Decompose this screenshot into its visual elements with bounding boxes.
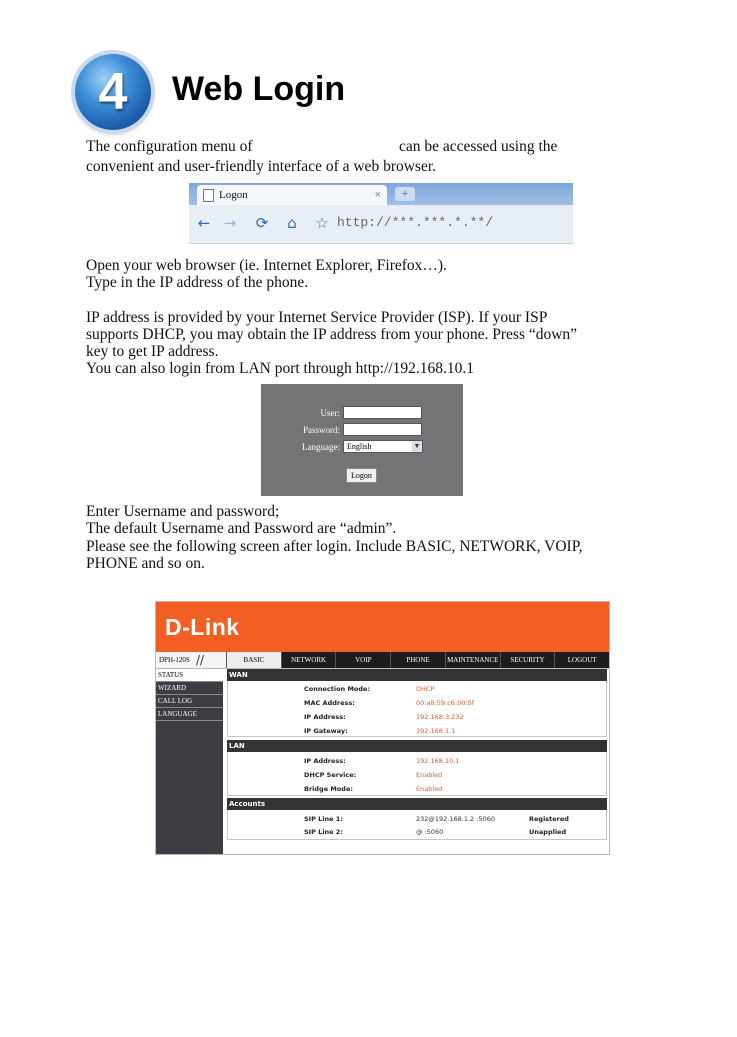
login-form [261,384,463,496]
lan-section-title: LAN [227,740,607,752]
wan-row [227,725,607,738]
row-label: Bridge Mode: [304,785,353,793]
reload-icon[interactable]: ⟳ [255,214,269,232]
tab-logout[interactable]: LOGOUT [554,652,609,668]
lan-row [227,769,607,782]
dlink-logo: D-Link [165,614,240,640]
sidebar-item-wizard[interactable]: WIZARD [156,682,223,695]
status-badge: Registered [529,815,569,823]
tab-security[interactable]: SECURITY [500,652,555,668]
new-tab-button[interactable]: + [395,187,415,201]
row-label: IP Address: [304,713,346,721]
instruction-lan-login: You can also login from LAN port through http://192.168.10.1 [86,360,475,377]
row-label: Connection Mode: [304,685,371,693]
accounts-section-title: Accounts [227,798,607,810]
address-bar[interactable]: http://***.***.*.**/ [337,215,494,230]
wan-row [227,711,607,724]
wan-row [227,683,607,696]
row-label: IP Gateway: [304,727,348,735]
forward-arrow-icon[interactable]: → [223,214,237,232]
language-value: English [347,442,372,451]
after-login-1: Enter Username and password; [86,503,280,520]
step-number-badge [75,54,151,130]
browser-tab-strip [189,183,573,205]
star-icon[interactable]: ☆ [315,214,329,232]
page-title: Web Login [172,70,346,108]
after-login-3: Please see the following screen after login. Include BASIC, NETWORK, VOIP, [86,538,583,555]
instruction-isp-2: supports DHCP, you may obtain the IP address from your phone. Press “down” [86,326,578,343]
row-value: Enabled [416,771,443,779]
router-nav-bar [156,652,609,669]
after-login-2: The default Username and Password are “admin”. [86,520,397,537]
intro-text-1b: can be accessed using the [399,138,558,155]
lan-row [227,755,607,768]
tab-basic[interactable]: BASIC [226,652,281,668]
sidebar-item-status[interactable]: STATUS [156,669,223,682]
browser-nav-row [189,206,573,242]
account-row [227,813,607,826]
sidebar-item-call-log[interactable]: CALL LOG [156,695,223,708]
close-icon[interactable]: × [374,189,381,201]
row-label: IP Address: [304,757,346,765]
router-main [227,669,607,854]
back-arrow-icon[interactable]: ← [197,214,211,232]
row-value: 192.168.1.1 [416,727,456,735]
wan-section-title: WAN [227,669,607,681]
row-label: SIP Line 2: [304,828,343,836]
router-sidebar [156,669,223,854]
router-tabs [226,652,609,668]
row-value: 192.168.10.1 [416,757,460,765]
row-label: DHCP Service: [304,771,357,779]
row-label: SIP Line 1: [304,815,343,823]
row-label: MAC Address: [304,699,355,707]
instruction-isp-3: key to get IP address. [86,343,219,360]
row-value: @ :5060 [416,828,444,836]
divider: // [196,653,205,667]
user-label: User: [320,408,340,418]
model-label: DPH-120S [159,656,190,664]
sidebar-item-language[interactable]: LANGUAGE [156,708,223,721]
language-label: Language: [302,442,340,452]
instruction-isp-1: IP address is provided by your Internet Service Provider (ISP). If your ISP [86,309,548,326]
user-input[interactable] [343,406,422,419]
password-input[interactable] [343,423,422,436]
tab-phone[interactable]: PHONE [390,652,445,668]
status-badge: Unapplied [529,828,567,836]
chevron-down-icon: ▼ [413,442,421,450]
logon-button[interactable]: Logon [346,468,377,483]
account-row [227,826,607,839]
tab-label: Logon [219,189,248,201]
page-icon [203,189,214,202]
home-icon[interactable]: ⌂ [287,214,297,232]
router-web-ui [155,601,610,855]
browser-screenshot [189,183,573,244]
wan-row [227,697,607,710]
row-value: 192.168.3.232 [416,713,464,721]
tab-maintenance[interactable]: MAINTENANCE [445,652,500,668]
step-number: 4 [98,63,128,121]
browser-tab[interactable] [197,185,387,205]
tab-voip[interactable]: VOIP [335,652,390,668]
intro-text-2: convenient and user-friendly interface of a web browser. [86,158,437,175]
tab-network[interactable]: NETWORK [281,652,336,668]
intro-text-1a: The configuration menu of [86,138,253,155]
row-value: Enabled [416,785,443,793]
router-header [156,602,609,652]
language-select[interactable] [343,440,423,453]
instruction-type-ip: Type in the IP address of the phone. [86,274,309,291]
row-value: DHCP [416,685,435,693]
after-login-4: PHONE and so on. [86,555,205,572]
row-value: 232@192.168.1.2 :5060 [416,815,495,823]
instruction-open-browser: Open your web browser (ie. Internet Explorer, Firefox…). [86,257,447,274]
password-label: Password: [302,425,340,435]
row-value: 00:a8:59:c6:00:5f [416,699,475,707]
lan-row [227,783,607,796]
